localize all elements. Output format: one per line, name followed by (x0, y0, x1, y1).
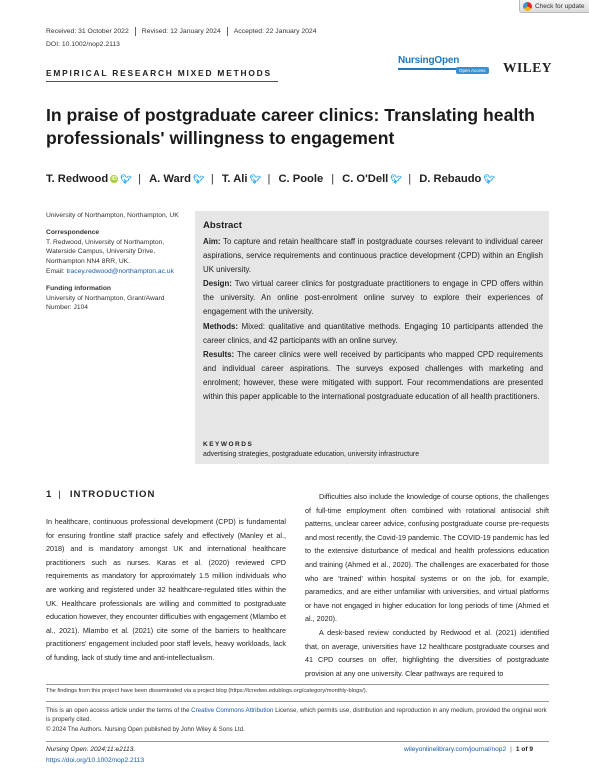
footnote-rule (46, 684, 549, 685)
twitter-icon[interactable]: 🐦︎ (192, 174, 205, 184)
revised-date: Revised: 12 January 2024 (141, 28, 221, 35)
abstract-heading: Abstract (203, 220, 242, 231)
accepted-date: Accepted: 22 January 2024 (233, 28, 317, 35)
check-for-updates-button[interactable] (519, 0, 589, 13)
abstract-body (203, 235, 543, 404)
twitter-icon[interactable]: 🐦︎ (249, 174, 261, 184)
footnote-rule (46, 701, 549, 702)
author-separator: | (331, 173, 335, 185)
twitter-icon[interactable]: 🐦︎ (390, 174, 402, 184)
journal-logo: NursingOpen (398, 55, 460, 66)
license-pre: This is an open access article under the terms of the (46, 707, 192, 714)
license-link[interactable]: Creative Commons Attribution (191, 707, 274, 714)
copyright: © 2024 The Authors. Nursing Open published by John Wiley & Sons Ltd. (46, 725, 245, 733)
author[interactable]: A. Ward (149, 173, 191, 185)
article-dates (46, 27, 317, 36)
paragraph: Difficulties also include the knowledge of course options, the challenges of full-time employment often combined with rotational antisocial shift patterns, unclear career advice, confusing postgraduate course pre-requests and most recently, the Covid-19 pandemic. The COVID-19 pandemic has led to the extensive disturbance of medical and health professions education and training (Ahmed et al., 2020). The challenges are exacerbated for those who are 'trained' within hospital systems or on the job, for example, paramedics, and are either unfamiliar with universities, and virtual platforms or have not engaged in higher education for long periods of time (Ahmed et al., 2020). (305, 492, 549, 624)
aim-text: To capture and retain healthcare staff in postgraduate courses relevant to individual career aspirations, service requirements and continuous practice development (CPD) within an English UK university. (203, 237, 543, 275)
journal-logo-underline (398, 68, 458, 70)
abstract-aim (203, 235, 543, 277)
check-for-updates-icon (523, 2, 532, 11)
footer-rule (46, 741, 549, 742)
divider (227, 27, 228, 36)
section-divider: | (58, 489, 62, 500)
funding-text: University of Northampton, Grant/Award Number: J104 (46, 294, 165, 312)
methods-text: Mixed: qualitative and quantitative methods. Engaging 10 participants attended the career clinics, and 42 participants with an online survey. (203, 321, 543, 345)
author[interactable]: D. Rebaudo (419, 173, 482, 185)
footer-right (404, 746, 533, 753)
section-title: INTRODUCTION (69, 489, 156, 500)
abstract-methods (203, 320, 543, 348)
introduction-heading (46, 489, 155, 500)
open-access-badge: Open Access (456, 67, 489, 74)
check-for-updates-label: Check for update (535, 2, 585, 10)
paragraph: In healthcare, continuous professional development (CPD) is fundamental for ensuring frontline staff practice safely and effectively (Manley et al., 2018) and is mandatory amongst UK and international healthcare practitioners such as nurses. Karas et al. (2020) reviewed CPD requirements as mandatory for approximately 1.5 million individuals who are working and registered under 32 healthcare-regulated titles within the UK. Healthcare professionals are willing and committed to postgraduate education however, they encounter difficulties with engagement (Mlambo et al., 2021). Mlambo et al. (2021) cite some of the barriers to healthcare practitioners' engagement included poor staff levels, heavy workloads, lack of funding, lack of study time and anti-intellectualism. (46, 517, 286, 662)
author-list (46, 173, 493, 185)
footer-citation: Nursing Open. 2024;11:e2113. (46, 746, 136, 753)
funding-heading: Funding information (46, 284, 112, 292)
design-label: Design: (203, 279, 232, 289)
author-separator: | (267, 173, 271, 185)
article-title: In praise of postgraduate career clinics: Translating health professionals' willingness to engagement (46, 105, 535, 148)
author[interactable]: C. Poole (278, 173, 324, 185)
twitter-icon[interactable]: 🐦︎ (483, 174, 495, 184)
license-post: License, which permits use, distribution and reproduction in any medium, provided the original work is properly cited. (46, 707, 547, 724)
publisher-logo: WILEY (503, 60, 553, 75)
email-label: Email: (46, 267, 67, 275)
divider (135, 27, 136, 36)
footer-divider: | (510, 746, 512, 753)
page-number: 1 of 9 (515, 746, 534, 753)
footer-doi-link[interactable]: https://doi.org/10.1002/nop2.2113 (46, 757, 145, 764)
license-note (46, 706, 549, 734)
results-text: The career clinics were well received by participants who mapped CPD requirements and individual career aspirations. The surveys exposed challenges with marketing and enrolment; however, these were mitigated with support. Four recommendations are presented within this paper applicable to the international postgraduate education of all health practitioners. (203, 349, 543, 402)
paragraph: A desk-based review conducted by Redwood et al. (2021) identified that, on average, universities have 12 healthcare postgraduate courses and 41 CPD courses on offer, highlighting the diversities of postgraduate provision at any one university. Clear pathways are required to (305, 627, 549, 678)
footnote-blog: The findings from this project have been disseminated via a project blog (https://tcredwo.edublogs.org/category/monthly-blogs/). (46, 688, 368, 694)
design-text: Two virtual career clinics for postgraduate practitioners to engage in CPD offers within the university. An online post-enrolment online survey to explore their experiences of engagement with the university. (203, 279, 543, 317)
doi: DOI: 10.1002/nop2.2113 (46, 41, 120, 48)
footer-site-link[interactable]: wileyonlinelibrary.com/journal/nop2 (404, 746, 507, 753)
abstract-results (203, 348, 543, 404)
section-number: 1 (46, 489, 53, 500)
methods-label: Methods: (203, 321, 239, 331)
author-separator: | (138, 173, 142, 185)
affiliation: University of Northampton, Northampton, UK (46, 212, 179, 219)
author[interactable]: T. Ali (221, 173, 248, 185)
results-label: Results: (203, 349, 235, 359)
section-type: EMPIRICAL RESEARCH MIXED METHODS (46, 68, 272, 78)
author[interactable]: C. O'Dell (342, 173, 389, 185)
twitter-icon[interactable]: 🐦︎ (120, 174, 132, 184)
author-separator: | (210, 173, 214, 185)
abstract-design (203, 277, 543, 319)
author-info-column (46, 211, 186, 313)
keywords-heading: KEYWORDS (203, 441, 254, 448)
author-separator: | (408, 173, 412, 185)
received-date: Received: 31 October 2022 (46, 28, 129, 35)
body-column-2 (305, 490, 549, 680)
correspondence-heading: Correspondence (46, 228, 100, 236)
aim-label: Aim: (203, 237, 221, 246)
keywords-text: advertising strategies, postgraduate education, university infrastructure (203, 451, 420, 458)
email-link[interactable]: tracey.redwood@northampton.ac.uk (66, 267, 174, 275)
section-rule (46, 81, 278, 82)
author[interactable]: T. Redwood (46, 173, 109, 185)
correspondence-text: T. Redwood, University of Northampton, Waterside Campus, University Drive, Northampton NN4 8RR, UK. (46, 238, 165, 266)
orcid-icon[interactable]: iD (111, 176, 117, 182)
correspondence-email-line (46, 267, 186, 277)
body-column-1 (46, 515, 286, 665)
